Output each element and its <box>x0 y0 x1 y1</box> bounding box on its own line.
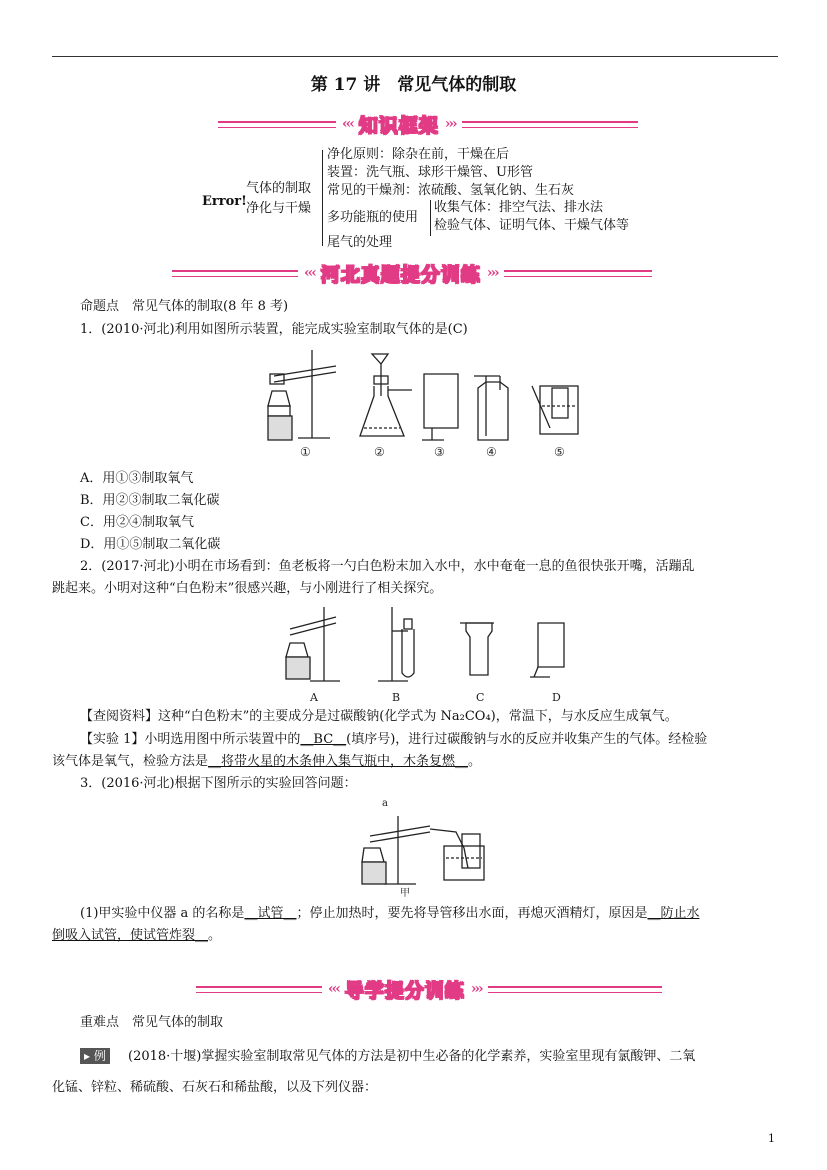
framework-r3: 常见的干燥剂：浓硫酸、氢氧化钠、生石灰 <box>327 183 575 198</box>
q3-p1-d: 。 <box>208 928 222 943</box>
q3-p1-answer2-cont: 倒吸入试管，使试管炸裂__ <box>52 928 209 943</box>
q1-option-b: B．用②③制取二氧化碳 <box>80 493 220 508</box>
q1-label-3: ③ <box>434 445 445 459</box>
q2-exp1-answer: __BC__ <box>300 732 347 747</box>
page-number: 1 <box>768 1132 775 1145</box>
q3-p1-line1 <box>80 905 699 923</box>
top-rule <box>52 56 778 57</box>
q1-label-4: ④ <box>486 445 497 459</box>
example-text-1: (2018·十堰)掌握实验室制取常见气体的方法是初中生必备的化学素养，实验室里现有氯酸钾、二氧 <box>128 1049 696 1064</box>
example-line-1 <box>80 1047 695 1066</box>
q3-fig-label: 甲 <box>400 888 410 899</box>
q3-p1-line2 <box>52 927 221 945</box>
q3-fig-a: a <box>382 798 388 809</box>
section-heading-2: 重难点 常见气体的制取 <box>80 1015 224 1030</box>
q2-info: 【查阅资料】这种“白色粉末”的主要成分是过碳酸钠(化学式为 Na₂CO₄)，常温下，与水反应生成氧气。 <box>80 709 678 724</box>
q1-stem: 1．(2010·河北)利用如图所示装置，能完成实验室制取气体的是(C) <box>80 322 468 337</box>
framework-r4a: 收集气体：排空气法、排水法 <box>434 200 604 215</box>
q2-label-a: A <box>310 691 318 704</box>
q1-option-a: A．用①③制取氧气 <box>80 471 194 486</box>
q1-label-5: ⑤ <box>554 445 565 459</box>
q2-label-d: D <box>552 691 561 704</box>
example-tag-text: 例 <box>93 1049 106 1063</box>
q2-label-c: C <box>476 691 485 704</box>
q1-option-c: C．用②④制取氧气 <box>80 515 194 530</box>
q1-option-d: D．用①⑤制取二氧化碳 <box>80 537 221 552</box>
q2-exp1-answer2: __将带火星的木条伸入集气瓶中，木条复燃__ <box>208 754 469 769</box>
q2-exp1-d: 。 <box>468 754 482 769</box>
q2-line-1: 2．(2017·河北)小明在市场看到：鱼老板将一勺白色粉末加入水中，水中奄奄一息的鱼很快张开嘴，活蹦乱 <box>80 559 695 574</box>
example-line-2: 化锰、锌粒、稀硫酸、石灰石和稀盐酸，以及下列仪器： <box>52 1080 378 1095</box>
q3-apparatus-figure <box>356 796 492 900</box>
framework-error: Error! <box>202 194 247 209</box>
banner-hebei-training-text: 河北真题提分训练 <box>320 263 481 286</box>
banner-guided-training: ‹‹‹ 导学提分训练 ››› <box>196 977 662 1003</box>
q2-exp1-line1 <box>80 731 707 749</box>
framework-r4-left: 多功能瓶的使用 <box>327 210 419 225</box>
framework-brace <box>322 150 323 246</box>
q2-apparatus-figure <box>280 603 580 705</box>
framework-left-2: 净化与干燥 <box>246 201 312 216</box>
framework-r2: 装置：洗气瓶、球形干燥管、U形管 <box>327 165 533 180</box>
q1-label-2: ② <box>374 445 385 459</box>
q3-p1-answer1: __试管__ <box>244 906 297 921</box>
q2-label-b: B <box>392 691 401 704</box>
q2-exp1-b: (填序号)，进行过碳酸钠与水的反应并收集产生的气体。经检验 <box>346 732 708 747</box>
banner-knowledge-framework-text: 知识框架 <box>358 114 439 137</box>
q3-p1-b: ；停止加热时，要先将导管移出水面，再熄灭酒精灯，原因是 <box>296 906 648 921</box>
framework-r1: 净化原则：除杂在前，干燥在后 <box>327 147 510 162</box>
q2-line-2: 跳起来。小明对这种“白色粉末”很感兴趣，与小刚进行了相关探究。 <box>52 581 443 596</box>
q1-apparatus-figure <box>262 346 582 462</box>
framework-left-1: 气体的制取 <box>246 181 312 196</box>
framework-r4b: 检验气体、证明气体、干燥气体等 <box>434 218 630 233</box>
section-heading-1: 命题点 常见气体的制取(8 年 8 考) <box>80 299 289 314</box>
example-tag: ▸ 例 <box>80 1048 110 1064</box>
banner-hebei-training: ‹‹‹ 河北真题提分训练 ››› <box>172 261 652 287</box>
q3-stem: 3．(2016·河北)根据下图所示的实验回答问题： <box>80 776 357 791</box>
banner-guided-training-text: 导学提分训练 <box>344 979 465 1002</box>
q2-exp1-line2 <box>52 753 481 771</box>
banner-knowledge-framework: ‹‹‹ 知识框架 ››› <box>218 112 638 138</box>
q2-exp1-c: 该气体是氧气，检验方法是 <box>52 754 209 769</box>
q3-p1-a: (1)甲实验中仪器 a 的名称是 <box>80 906 245 921</box>
framework-brace-2 <box>430 200 431 236</box>
page-title: 第 17 讲 常见气体的制取 <box>310 75 517 95</box>
framework-r5: 尾气的处理 <box>327 235 393 250</box>
q1-label-1: ① <box>300 445 311 459</box>
q2-exp1-a: 【实验 1】小明选用图中所示装置中的 <box>80 732 301 747</box>
q3-p1-answer2: __防止水 <box>647 906 700 921</box>
